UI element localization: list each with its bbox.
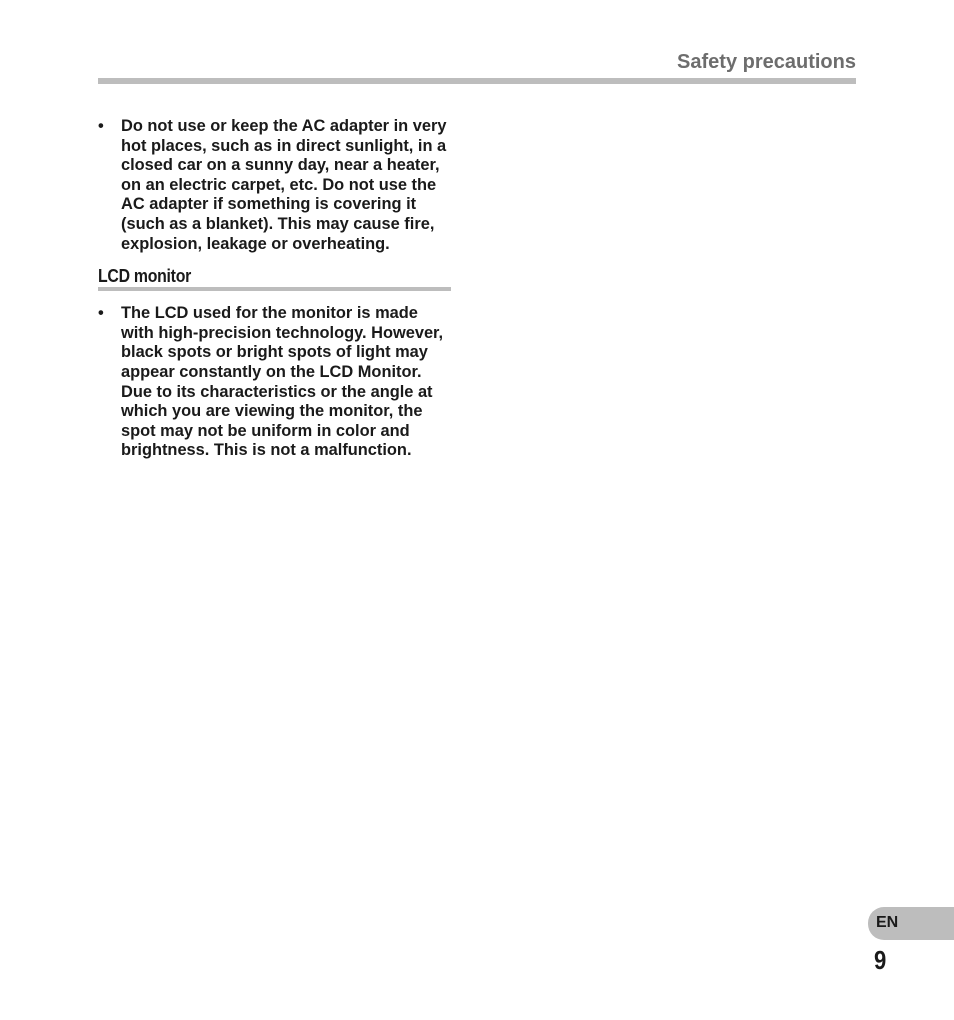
- header-divider: [98, 78, 856, 84]
- content-column: [98, 117, 454, 461]
- bullet-item-ac-adapter: [98, 117, 454, 254]
- ac-adapter-bullet-list: [98, 117, 454, 254]
- language-label: EN: [876, 914, 899, 931]
- bullet-text: The LCD used for the monitor is made with high-precision technology. However, black spots or bright spots of light may appear constantly on the LCD Monitor. Due to its characteristics or the angle at which you are viewing the monitor, the spot may not be uniform in color and brightness. This is not a malfunction.: [121, 304, 444, 460]
- bullet-dot-icon: •: [98, 117, 104, 135]
- page-number: 9: [874, 945, 887, 975]
- bullet-dot-icon: •: [98, 304, 104, 323]
- lcd-bullet-list: [98, 304, 454, 461]
- section-heading-text: LCD monitor: [98, 266, 192, 287]
- section-heading-lcd-monitor: [98, 265, 451, 291]
- bullet-text: Do not use or keep the AC adapter in very hot places, such as in direct sunlight, in a closed car on a sunny day, near a heater, on an electric carpet, etc. Do not use the AC adapter if something is covering it (such as a blanket). This may cause fire, explosion, leakage or overheating.: [121, 117, 447, 253]
- page-header-title: Safety precautions: [677, 51, 856, 73]
- bullet-item-lcd: [98, 304, 454, 461]
